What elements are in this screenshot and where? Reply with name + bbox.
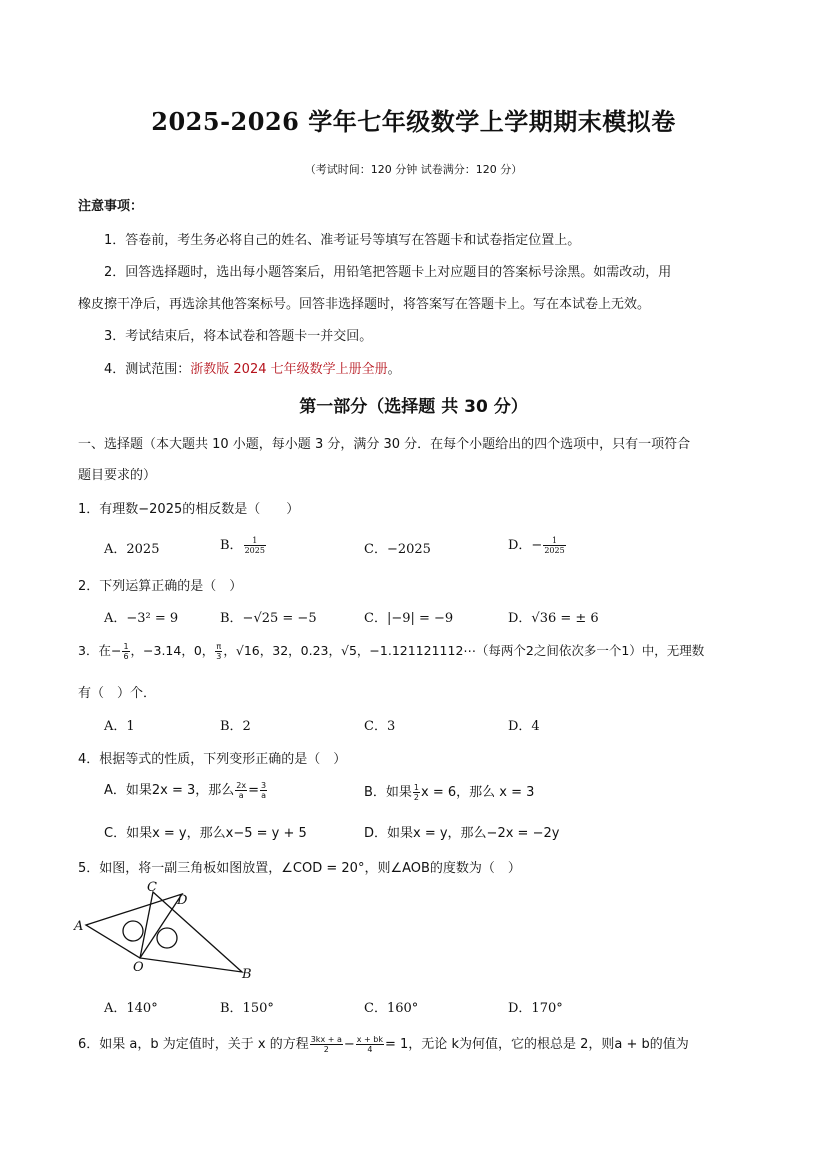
q2-option-a: A．−3² = 9	[104, 611, 179, 626]
q3-option-c: C．3	[364, 719, 396, 734]
q6-fraction-1: $\frac{3kx + a}{2}$	[310, 1035, 342, 1054]
q5-option-c: C．160°	[364, 1001, 419, 1016]
q6-stem-suffix: = 1，无论 k为何值，它的根总是 2，则a + b的值为	[385, 1037, 689, 1052]
q5-option-d: D．170°	[508, 1001, 563, 1016]
q1-option-c: C．−2025	[364, 542, 431, 557]
q2-stem: 2．下列运算正确的是（ ）	[78, 579, 243, 594]
q1-option-b-fraction: $\frac{1}{2025}$	[244, 536, 265, 555]
triangle-cob	[140, 892, 242, 972]
q2-option-c: C．|−9| = −9	[364, 611, 454, 626]
circle-right	[157, 928, 177, 948]
q3-stem-mid: ，−3.14，0，	[130, 643, 215, 658]
q6-minus: −	[343, 1037, 355, 1052]
q3-fraction-2: $\frac{\pi}{3}$	[216, 642, 222, 661]
q1-option-b	[220, 534, 267, 555]
q4-option-b	[364, 781, 534, 802]
notice-item-4-suffix: 。	[387, 362, 401, 377]
label-d: D	[177, 893, 188, 908]
q6-stem-prefix: 6．如果 a，b 为定值时，关于 x 的方程	[78, 1037, 309, 1052]
notice-item-4-prefix: 4．测试范围：	[104, 362, 191, 377]
q3-stem-prefix: 3．在−	[78, 643, 122, 658]
q4-option-d: D．如果x = y，那么−2x = −2y	[364, 826, 560, 841]
notice-item-3: 3．考试结束后，将本试卷和答题卡一并交回。	[104, 329, 373, 344]
label-a: A	[74, 919, 84, 934]
part-intro-line-2: 题目要求的）	[78, 468, 157, 483]
q3-option-a: A．1	[104, 719, 135, 734]
q1-option-d-label: D．−	[508, 538, 543, 553]
q4-option-b-fraction: $\frac{1}{2}$	[413, 783, 420, 802]
part-intro-line-1: 一、选择题（本大题共 10 小题，每小题 3 分，满分 30 分．在每个小题给出的四个选项中，只有一项符合	[78, 437, 691, 452]
q4-option-a-fraction-2: $\frac{3}{a}$	[261, 781, 267, 800]
q3-option-d: D．4	[508, 719, 540, 734]
q4-option-b-text: B．如果	[364, 785, 412, 800]
label-b: B	[242, 967, 252, 982]
q4-option-a-fraction-1: $\frac{2x}{a}$	[236, 781, 247, 800]
q2-option-b: B．−√25 = −5	[220, 611, 317, 626]
q4-option-a-equals: =	[248, 783, 260, 798]
q1-option-b-label: B．	[220, 538, 243, 553]
test-range: 浙教版 2024 七年级数学上册全册	[190, 362, 388, 377]
notice-item-1: 1．答卷前，考生务必将自己的姓名、准考证号等填写在答题卡和试卷指定位置上。	[104, 233, 581, 248]
q6-fraction-2: $\frac{x + bk}{4}$	[356, 1035, 384, 1054]
q4-option-a-text: A．如果2x = 3，那么	[104, 783, 235, 798]
q6-stem	[78, 1033, 689, 1054]
q3-stem	[78, 641, 704, 661]
q4-stem: 4．根据等式的性质，下列变形正确的是（ ）	[78, 752, 347, 767]
section-title: 第一部分（选择题 共 30 分）	[299, 397, 528, 417]
q5-option-a: A．140°	[104, 1001, 158, 1016]
notice-item-2-line-2: 橡皮擦干净后，再选涂其他答案标号。回答非选择题时，将答案写在答题卡上。写在本试卷上无效。	[78, 297, 651, 312]
q5-stem: 5．如图，将一副三角板如图放置，∠COD = 20°，则∠AOB的度数为（ ）	[78, 861, 521, 876]
label-o: O	[133, 960, 144, 975]
q2-option-d: D．√36 = ± 6	[508, 611, 599, 626]
q3-stem-line-2: 有（ ）个．	[78, 686, 157, 701]
notice-item-4	[104, 358, 401, 377]
q1-option-d-fraction: $\frac{1}{2025}$	[544, 536, 565, 555]
q3-stem-rest: ，√16，32，0.23，√5，−1.121121112⋯（每两个2之间依次多一个1）中，无理数	[223, 643, 705, 658]
q4-option-a	[104, 779, 268, 800]
q1-option-a: A．2025	[104, 542, 160, 557]
q1-stem: 1．有理数−2025的相反数是（ ）	[78, 502, 300, 517]
triangle-figure	[70, 880, 270, 985]
q5-option-b: B．150°	[220, 1001, 274, 1016]
q3-fraction-1: $\frac{1}{6}$	[123, 642, 129, 661]
notice-item-2-line-1: 2．回答选择题时，选出每小题答案后，用铅笔把答题卡上对应题目的答案标号涂黑。如需改动，用	[104, 265, 672, 280]
q4-option-c: C．如果x = y，那么x−5 = y + 5	[104, 826, 307, 841]
q4-option-b-suffix: x = 6，那么 x = 3	[421, 785, 535, 800]
page-title: 2025-2026 学年七年级数学上学期期末模拟卷	[151, 107, 676, 136]
q3-option-b: B．2	[220, 719, 251, 734]
q1-option-d	[508, 534, 567, 555]
label-c: C	[147, 880, 157, 895]
circle-left	[123, 921, 143, 941]
notice-heading: 注意事项：	[78, 199, 144, 214]
exam-info: （考试时间：120 分钟 试卷满分：120 分）	[304, 163, 523, 176]
